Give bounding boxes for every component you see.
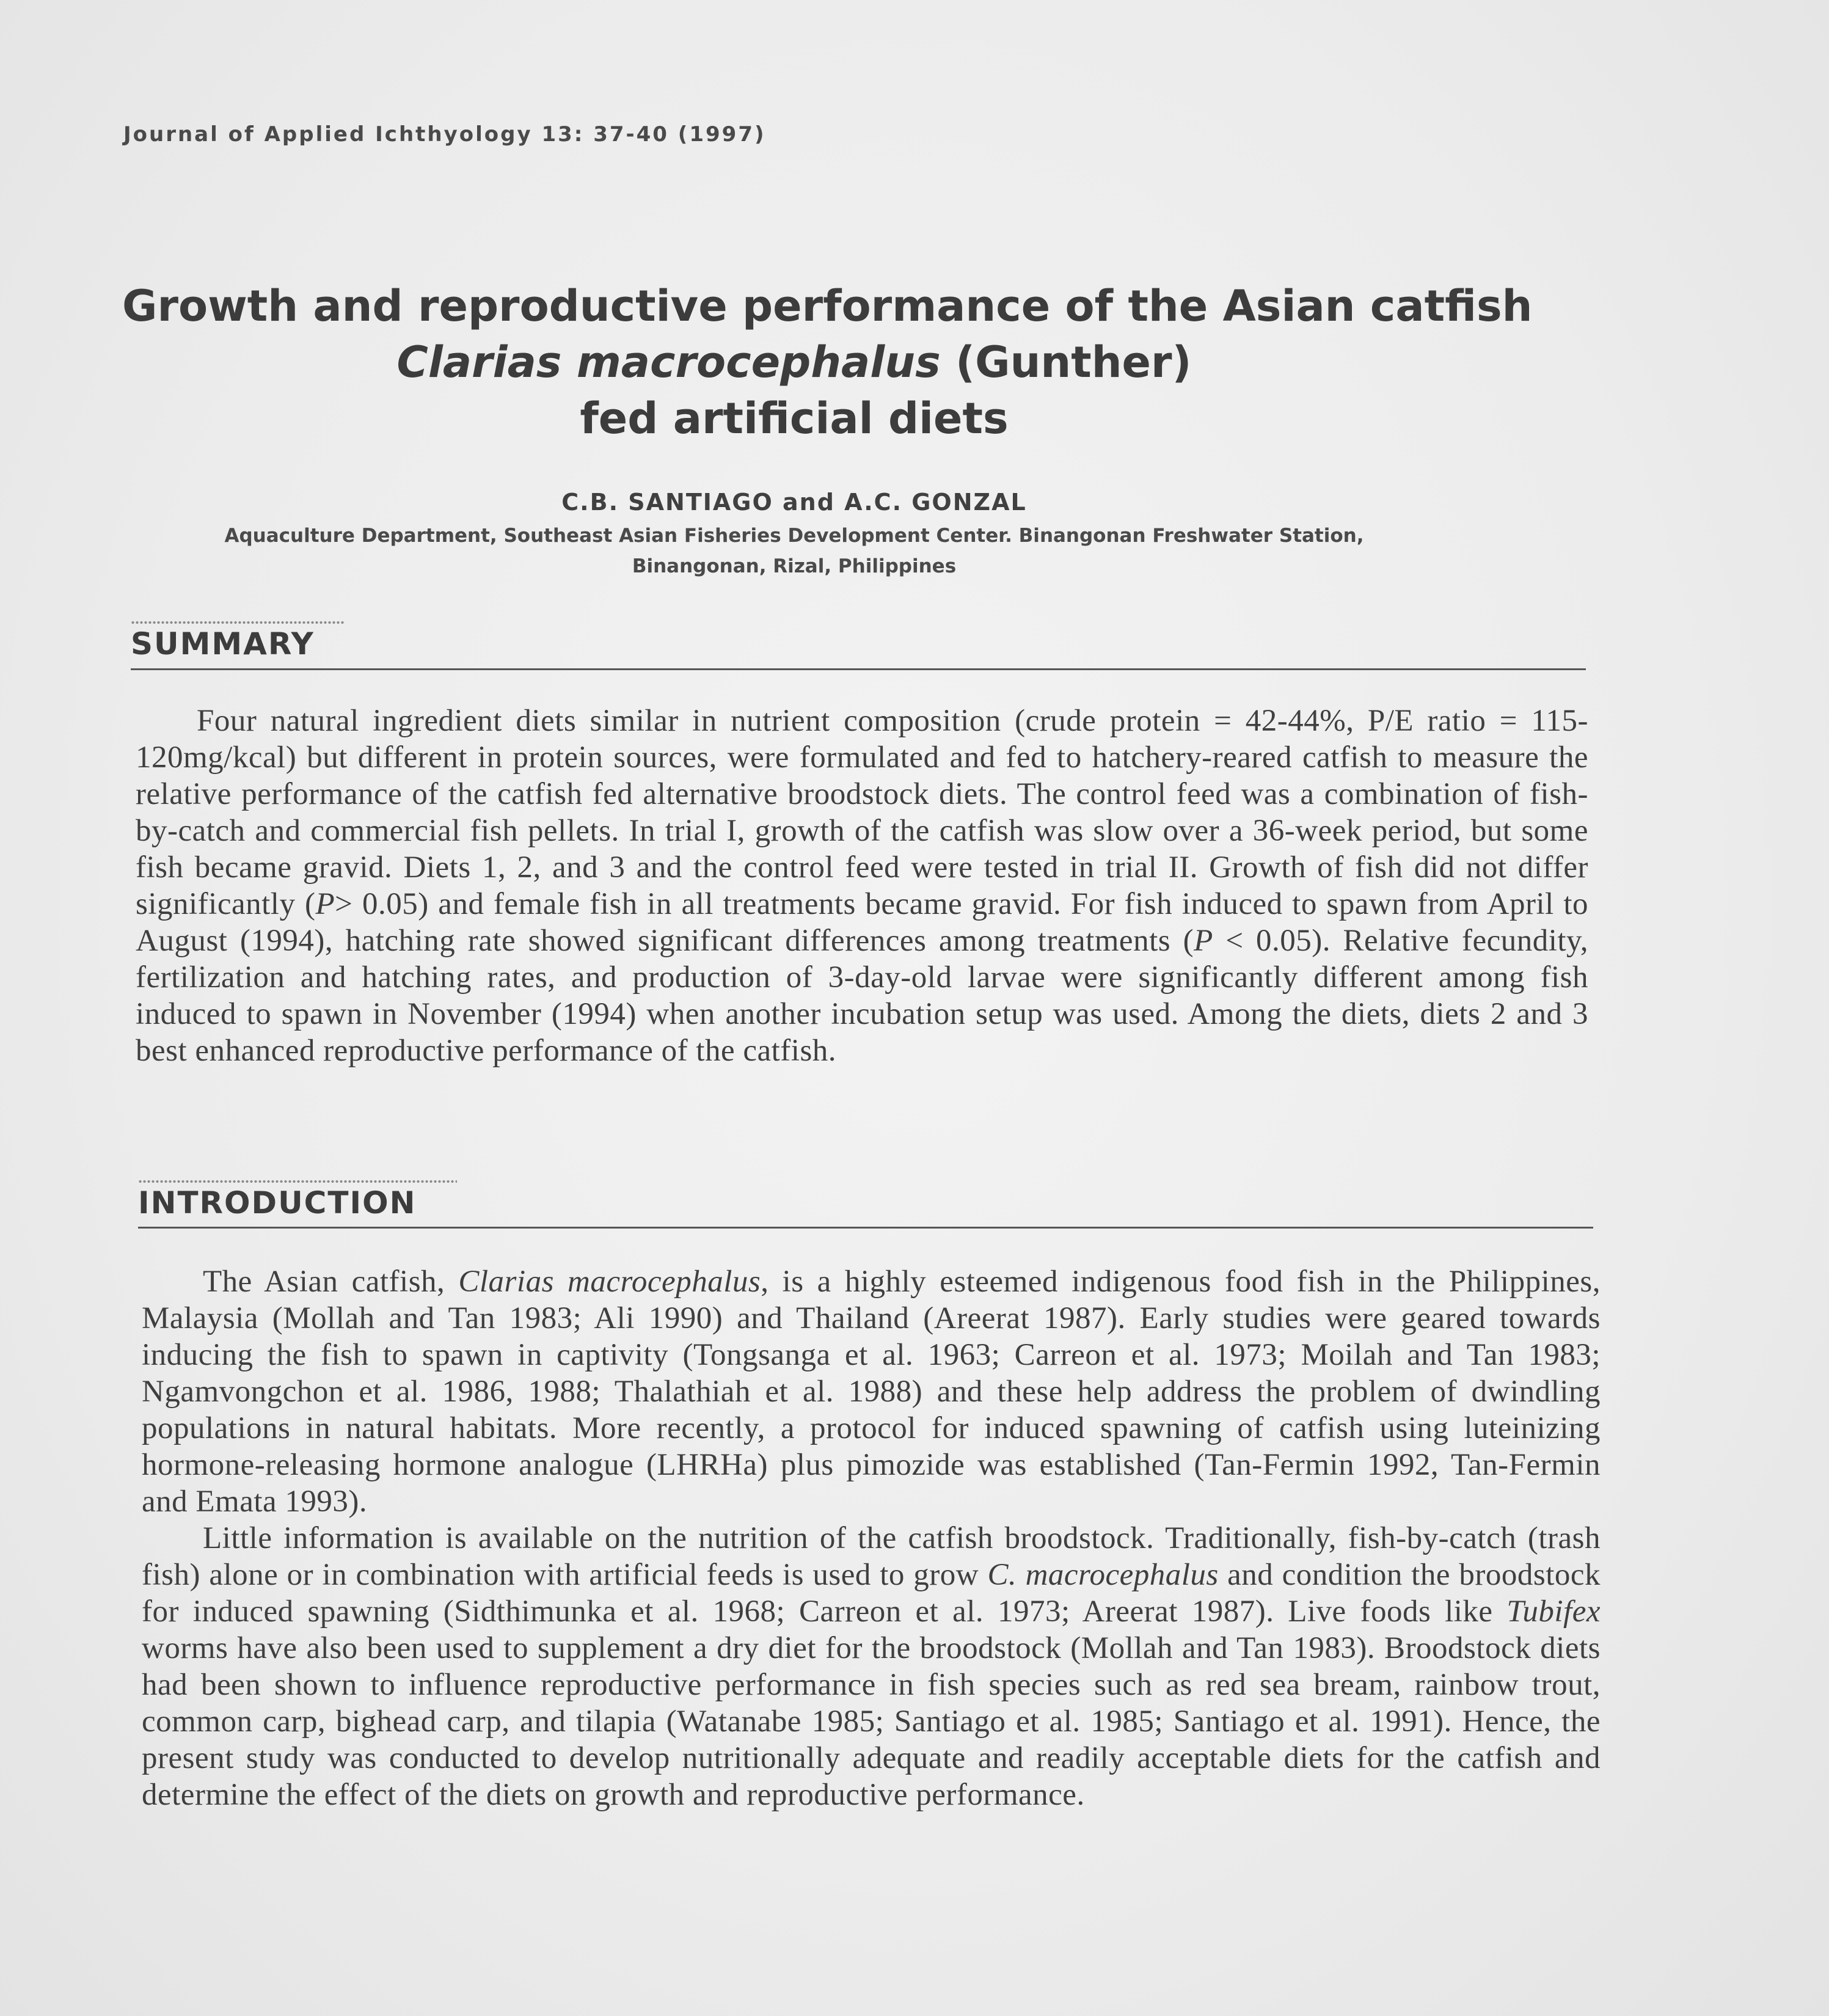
introduction-heading: INTRODUCTION [138, 1185, 417, 1221]
p-value-symbol: P [1194, 924, 1213, 958]
article-title [122, 278, 1533, 447]
affiliation [122, 520, 1466, 582]
introduction-body [142, 1263, 1601, 1813]
introduction-paragraph-1: The Asian catfish, Clarias macrocephalus, is a highly esteemed indigenous food fish in the Philippines, Malaysia (Mollah and Tan 1983; Ali 1990) and Thailand (Areerat 1987). Early studies were geared towards inducing the fish to spawn in captivity (Tongsanga et al. 1963; Carreon et al. 1973; Moilah and Tan 1983; Ngamvongchon et al. 1986, 1988; Thalathiah et al. 1988) and these help address the problem of dwindling populations in natural habitats. More recently, a protocol for induced spawning of catfish using luteinizing hormone-releasing hormone analogue (LHRHa) plus pimozide was established (Tan-Fermin 1992, Tan-Fermin and Emata 1993). [142, 1265, 1601, 1519]
affiliation-line-2: Binangonan, Rizal, Philippines [632, 555, 957, 577]
title-line-2 [122, 334, 1466, 390]
summary-paragraph: Four natural ingredient diets similar in nutrient composition (crude protein = 42-44%, P/E ratio = 115-120mg/kcal) but different in protein sources, were formulated and fed to hatchery-reared catfish to measure the relative performance of the catfish fed alternative broodstock diets. The control feed was a combination of fish-by-catch and commercial fish pellets. In trial I, growth of the catfish was slow over a 36-week period, but some fish became gravid. Diets 1, 2, and 3 and the control feed were tested in trial II. Growth of fish did not differ significantly (P> 0.05) and female fish in all treatments became gravid. For fish induced to spawn from April to August (1994), hatching rate showed significant differences among treatments (P < 0.05). Relative fecundity, fertilization and hatching rates, and production of 3-day-old larvae were significantly different among fish induced to spawn in November (1994) when another incubation setup was used. Among the diets, diets 2 and 3 best enhanced reproductive performance of the catfish. [136, 704, 1589, 1068]
summary-rule [131, 668, 1586, 670]
introduction-paragraph-2: Little information is available on the nutrition of the catfish broodstock. Traditionally, fish-by-catch (trash fish) alone or in combination with artificial feeds is used to grow C. macrocephalus and condition the broodstock for induced spawning (Sidthimunka et al. 1968; Carreon et al. 1973; Areerat 1987). Live foods like Tubifex worms have also been used to supplement a dry diet for the broodstock (Mollah and Tan 1983). Broodstock diets had been shown to influence reproductive performance in fish species such as red sea bream, rainbow trout, common carp, bighead carp, and tilapia (Watanabe 1985; Santiago et al. 1985; Santiago et al. 1991). Hence, the present study was conducted to develop nutritionally adequate and readily acceptable diets for the catfish and determine the effect of the diets on growth and reproductive performance. [142, 1521, 1601, 1812]
title-line-3: fed artificial diets [580, 393, 1009, 444]
journal-citation: Journal of Applied Ichthyology 13: 37-40 (1997) [123, 122, 766, 147]
species-name: C. macrocephalus [987, 1558, 1219, 1592]
genus-name: Tubifex [1506, 1594, 1601, 1629]
affiliation-line-1: Aquaculture Department, Southeast Asian Fisheries Development Center. Binangonan Freshwater Station, [224, 525, 1364, 547]
introduction-heading-dots [138, 1179, 457, 1184]
introduction-rule [138, 1227, 1593, 1229]
p-value-symbol: P [315, 887, 335, 921]
title-authority: (Gunther) [940, 337, 1192, 387]
authors: C.B. SANTIAGO and A.C. GONZAL [561, 489, 1027, 516]
title-line-1: Growth and reproductive performance of the Asian catfish [122, 281, 1533, 331]
summary-heading: SUMMARY [131, 626, 315, 662]
title-species: Clarias macrocephalus [396, 337, 941, 387]
summary-heading-dots [131, 620, 345, 625]
summary-body [136, 703, 1588, 1069]
species-name: Clarias macrocephalus [458, 1265, 761, 1299]
